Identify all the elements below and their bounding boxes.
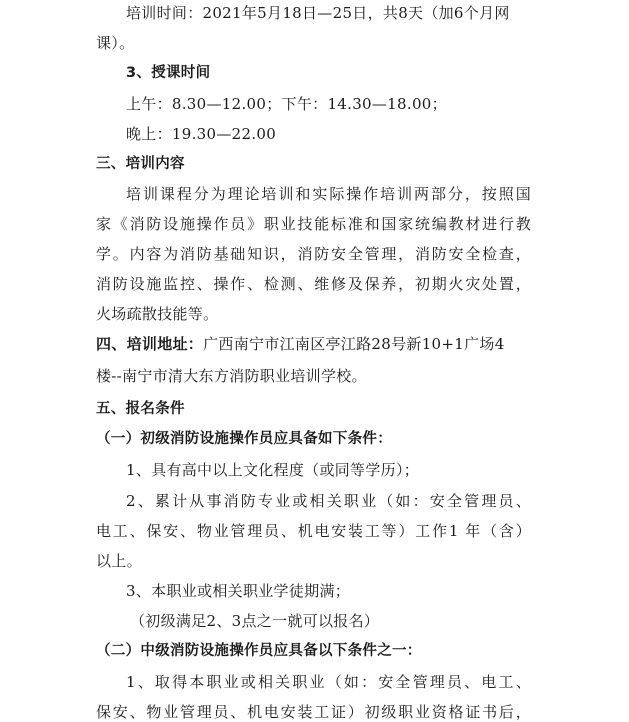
lecture-time-heading: 3、授课时间 xyxy=(126,65,211,81)
requirements-heading: 五、报名条件 xyxy=(96,401,185,417)
content-paragraph-line-2: 家《消防设施操作员》职业技能标准和国家统编教材进行教 xyxy=(96,215,531,233)
junior-item-2-line-2: 电工、保安、物业管理员、机电安装工等）工作1 年（含） xyxy=(96,522,531,540)
intermediate-heading: （二）中级消防设施操作员应具备以下条件之一： xyxy=(96,643,422,659)
address-value: 广西南宁市江南区亭江路28号新10+1广场4 xyxy=(203,335,505,353)
junior-item-2-line-3: 以上。 xyxy=(96,552,142,570)
intermediate-item-1-line-2: 保安、物业管理员、机电安装工证）初级职业资格证书后， xyxy=(96,703,531,721)
address-line-2: 楼--南宁市清大东方消防职业培训学校。 xyxy=(96,367,367,385)
address-label: 四、培训地址： xyxy=(96,335,204,353)
junior-heading: （一）初级消防设施操作员应具备如下条件： xyxy=(96,431,392,447)
content-paragraph-line-1: 培训课程分为理论培训和实际操作培训两部分，按照国 xyxy=(126,185,531,203)
content-paragraph-line-4: 消防设施监控、操作、检测、维修及保养，初期火灾处置， xyxy=(96,275,531,293)
lecture-time-day: 上午：8.30—12.00；下午：14.30—18.00； xyxy=(126,95,447,113)
content-paragraph-line-5: 火场疏散技能等。 xyxy=(96,305,219,323)
content-paragraph-line-3: 学。内容为消防基础知识，消防安全管理，消防安全检查， xyxy=(96,245,531,263)
junior-note: （初级满足2、3点之一就可以报名） xyxy=(130,612,380,630)
intermediate-item-1-line-1: 1、取得本职业或相关职业（如：安全管理员、电工、 xyxy=(126,673,531,691)
junior-item-3: 3、本职业或相关职业学徒期满； xyxy=(126,582,351,600)
content-heading: 三、培训内容 xyxy=(96,156,185,172)
training-time-line-1: 培训时间：2021年5月18日—25日，共8天（加6个月网 xyxy=(126,4,510,22)
lecture-time-evening: 晚上：19.30—22.00 xyxy=(126,125,277,143)
training-time-line-2: 课）。 xyxy=(96,34,135,52)
junior-item-1: 1、具有高中以上文化程度（或同等学历）； xyxy=(126,461,420,479)
address-line-1 xyxy=(96,334,505,354)
junior-item-2-line-1: 2、累计从事消防专业或相关职业（如：安全管理员、 xyxy=(126,492,531,510)
